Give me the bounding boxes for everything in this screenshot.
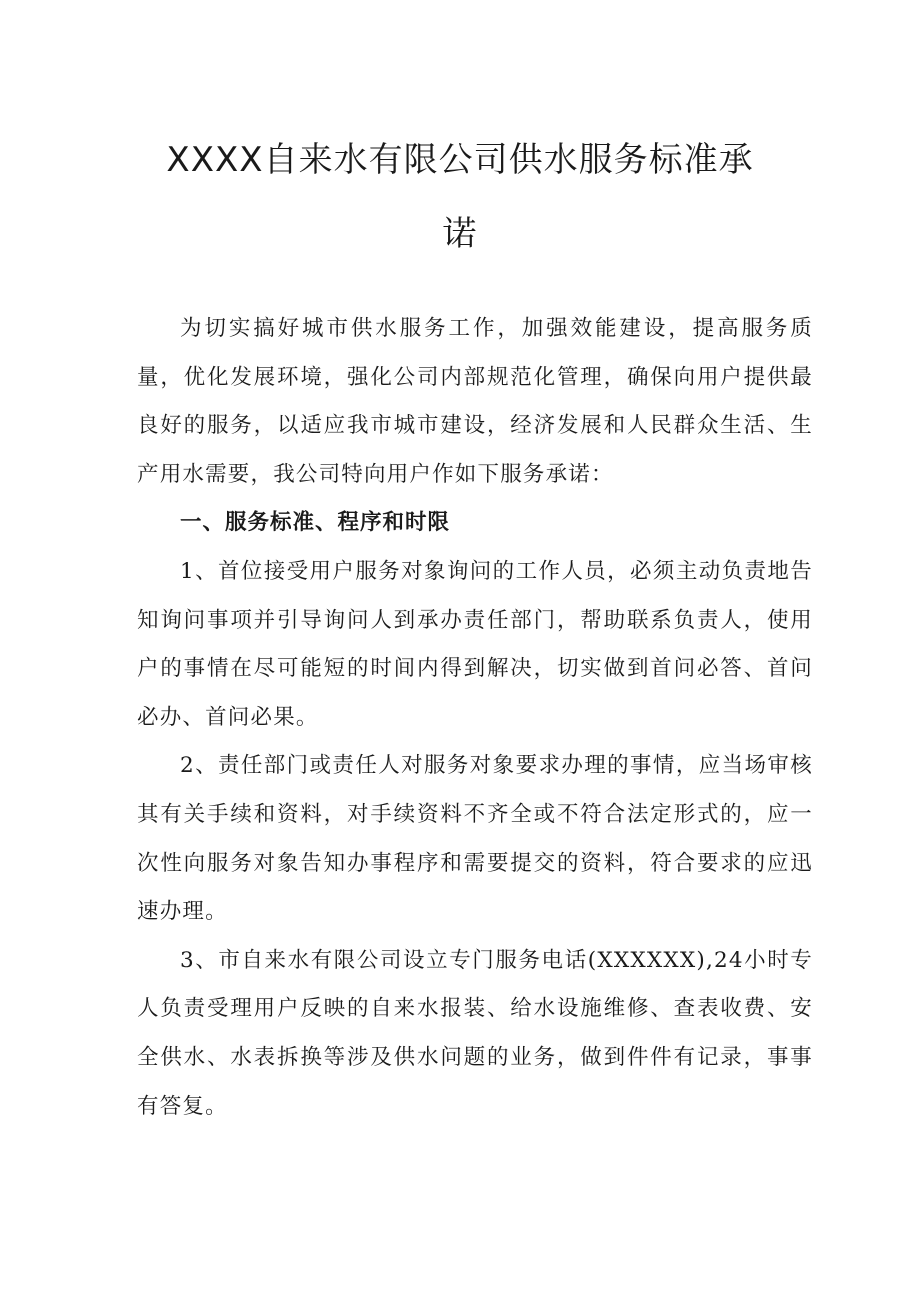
intro-paragraph: 为切实搞好城市供水服务工作，加强效能建设，提高服务质量，优化发展环境，强化公司内部规范化管理，确保向用户提供最良好的服务，以适应我市城市建设，经济发展和人民群众生活、生产用水需要，我公司特向用户作如下服务承诺：: [137, 316, 813, 487]
document-title-line-1: XXXX自来水有限公司供水服务标准承: [166, 140, 754, 180]
section-heading: 一、服务标准、程序和时限: [180, 510, 451, 536]
document-title-line-2: 诺: [442, 214, 478, 254]
clause-3-paragraph: 3、市自来水有限公司设立专门服务电话(XXXXXX),24小时专人负责受理用户反映的自来水报装、给水设施维修、查表收费、安全供水、水表拆换等涉及供水问题的业务，做到件件有记录，事事有答复。: [137, 947, 813, 1119]
document-body: [137, 305, 813, 1131]
clause-2-paragraph: 2、责任部门或责任人对服务对象要求办理的事情，应当场审核其有关手续和资料，对手续资料不齐全或不符合法定形式的，应一次性向服务对象告知办事程序和需要提交的资料，符合要求的应迅速办理。: [137, 753, 813, 925]
clause-1-paragraph: 1、首位接受用户服务对象询问的工作人员，必须主动负责地告知询问事项并引导询问人到承办责任部门，帮助联系负责人，使用户的事情在尽可能短的时间内得到解决，切实做到首问必答、首问必办、首问必果。: [137, 558, 813, 730]
